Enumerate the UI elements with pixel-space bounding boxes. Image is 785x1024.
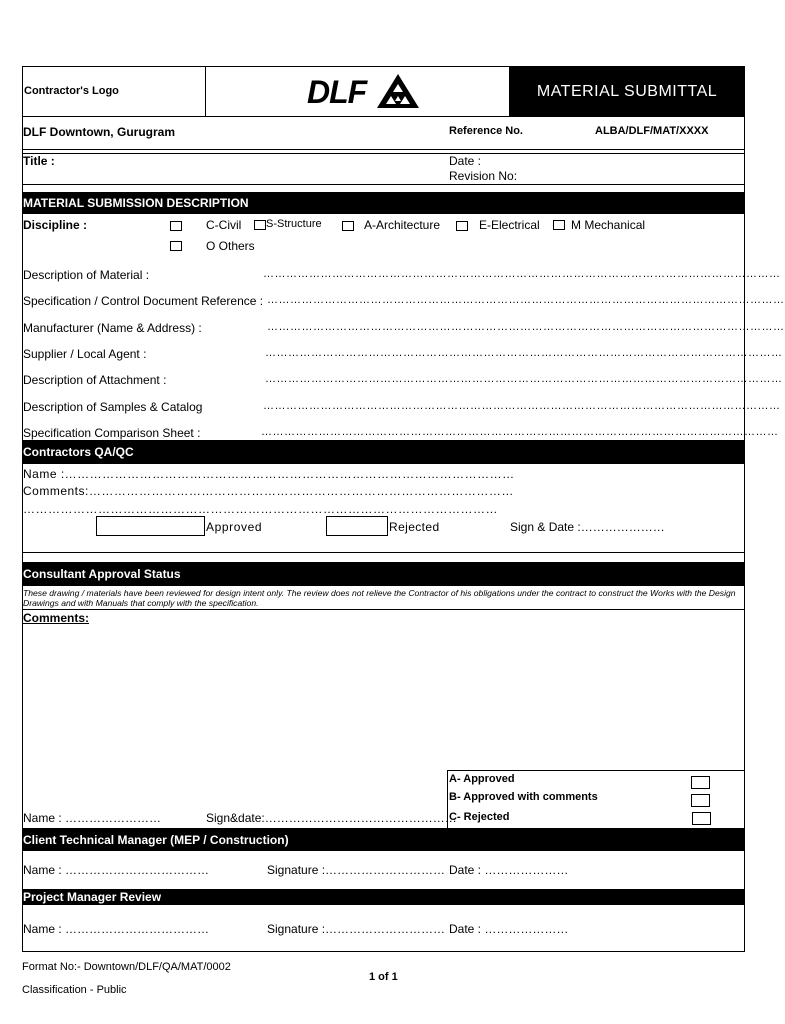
field-leader-line[interactable]: ……………………………………………………………………………………………………………………… bbox=[263, 400, 781, 412]
footer-classification: Classification - Public bbox=[22, 984, 127, 996]
section-header-project-manager-review: Project Manager Review bbox=[22, 889, 745, 905]
section-header-consultant-approval: Consultant Approval Status bbox=[22, 562, 745, 586]
qa-comments-line[interactable]: Comments:………………………………………………………………………………………… bbox=[23, 484, 514, 498]
checkbox-architecture[interactable] bbox=[342, 221, 354, 231]
divider bbox=[22, 184, 745, 185]
project-name: DLF Downtown, Gurugram bbox=[23, 125, 175, 139]
checkbox-mechanical[interactable] bbox=[553, 220, 565, 230]
status-approved-with-comments-checkbox[interactable] bbox=[691, 794, 710, 807]
revision-label: Revision No: bbox=[449, 169, 518, 183]
field-leader-line[interactable]: ……………………………………………………………………………………………………………………… bbox=[261, 426, 779, 438]
field-description-of-material: Description of Material : bbox=[23, 268, 150, 282]
pm-signature-line[interactable]: Signature :………………………… bbox=[267, 922, 446, 936]
rejected-label: Rejected bbox=[389, 520, 440, 534]
discipline-structure-label: S-Structure bbox=[266, 218, 322, 230]
client-signature-line[interactable]: Signature :………………………… bbox=[267, 863, 446, 877]
header-divider bbox=[205, 66, 206, 117]
contractor-logo-placeholder: Contractor's Logo bbox=[24, 85, 119, 97]
discipline-civil-label: C-Civil bbox=[206, 218, 242, 232]
pm-date-line[interactable]: Date : ………………… bbox=[449, 922, 569, 936]
field-leader-line[interactable]: ……………………………………………………………………………………………………………………… bbox=[265, 373, 783, 385]
status-approved-label: A- Approved bbox=[449, 773, 515, 785]
section-header-client-technical-manager: Client Technical Manager (MEP / Construction) bbox=[22, 828, 745, 851]
divider bbox=[22, 552, 745, 553]
divider bbox=[22, 116, 745, 117]
status-rejected-label: C- Rejected bbox=[449, 811, 510, 823]
divider bbox=[22, 609, 745, 610]
field-attachment: Description of Attachment : bbox=[23, 373, 167, 387]
document-title: MATERIAL SUBMITTAL bbox=[509, 67, 745, 117]
footer-page-number: 1 of 1 bbox=[369, 971, 398, 983]
discipline-electrical-label: E-Electrical bbox=[479, 218, 540, 232]
title-label: Title : bbox=[23, 154, 55, 168]
pm-name-line[interactable]: Name : ……………………………… bbox=[23, 922, 210, 936]
client-date-line[interactable]: Date : ………………… bbox=[449, 863, 569, 877]
discipline-label: Discipline : bbox=[23, 218, 88, 232]
field-supplier: Supplier / Local Agent : bbox=[23, 347, 147, 361]
discipline-mechanical-label: M Mechanical bbox=[571, 218, 646, 232]
discipline-others-label: O Others bbox=[206, 239, 255, 253]
dlf-logo bbox=[307, 72, 422, 112]
client-name-line[interactable]: Name : ……………………………… bbox=[23, 863, 210, 877]
divider bbox=[22, 153, 745, 154]
field-leader-line[interactable]: ……………………………………………………………………………………………………………………… bbox=[263, 268, 781, 280]
checkbox-electrical[interactable] bbox=[456, 221, 468, 231]
field-comparison-sheet: Specification Comparison Sheet : bbox=[23, 426, 201, 440]
field-leader-line[interactable]: ……………………………………………………………………………………………………………………… bbox=[265, 347, 783, 359]
approved-box[interactable] bbox=[96, 516, 205, 536]
discipline-architecture-label: A-Architecture bbox=[364, 218, 441, 232]
consultant-sign-date-line[interactable]: Sign&date:………………………………………… bbox=[206, 811, 457, 825]
reference-label: Reference No. bbox=[449, 125, 523, 137]
section-header-material-submission: MATERIAL SUBMISSION DESCRIPTION bbox=[22, 192, 745, 214]
approved-label: Approved bbox=[206, 520, 263, 534]
footer-format-no: Format No:- Downtown/DLF/QA/MAT/0002 bbox=[22, 961, 231, 973]
qa-blank-line[interactable]: …………………………………………………………………………………………………… bbox=[23, 502, 498, 516]
rejected-box[interactable] bbox=[326, 516, 388, 536]
divider bbox=[22, 149, 745, 150]
qa-name-line[interactable]: Name :……………………………………………………………………………………………… bbox=[23, 467, 515, 481]
consultant-name-line[interactable]: Name : …………………… bbox=[23, 811, 162, 825]
qa-sign-date[interactable]: Sign & Date :………………… bbox=[510, 520, 665, 534]
reference-value: ALBA/DLF/MAT/XXXX bbox=[595, 125, 709, 137]
status-approved-checkbox[interactable] bbox=[691, 776, 710, 789]
section-header-contractors-qaqc: Contractors QA/QC bbox=[22, 440, 745, 464]
dlf-logo-text: DLF bbox=[307, 74, 367, 110]
field-specification-reference: Specification / Control Document Reference : bbox=[23, 294, 264, 308]
checkbox-structure[interactable] bbox=[254, 220, 266, 230]
status-rejected-checkbox[interactable] bbox=[692, 812, 711, 825]
checkbox-civil[interactable] bbox=[170, 221, 182, 231]
date-label: Date : bbox=[449, 154, 482, 168]
field-samples-catalog: Description of Samples & Catalog bbox=[23, 400, 203, 414]
field-leader-line[interactable]: ……………………………………………………………………………………………………………………… bbox=[267, 294, 785, 306]
consultant-disclaimer: These drawing / materials have been reviewed for design intent only. The review does not relieve the Contractor of his obligations under the contract to construct the Works with the Design Drawings and with Manuals that comply with the specification. bbox=[23, 588, 736, 608]
field-manufacturer: Manufacturer (Name & Address) : bbox=[23, 321, 202, 335]
status-approved-with-comments-label: B- Approved with comments bbox=[449, 791, 598, 803]
consultant-comments-area[interactable] bbox=[22, 626, 745, 770]
consultant-comments-label: Comments: bbox=[23, 611, 90, 625]
checkbox-others[interactable] bbox=[170, 241, 182, 251]
field-leader-line[interactable]: ……………………………………………………………………………………………………………………… bbox=[267, 321, 785, 333]
dlf-triangle-icon bbox=[375, 72, 421, 110]
divider bbox=[447, 770, 745, 771]
